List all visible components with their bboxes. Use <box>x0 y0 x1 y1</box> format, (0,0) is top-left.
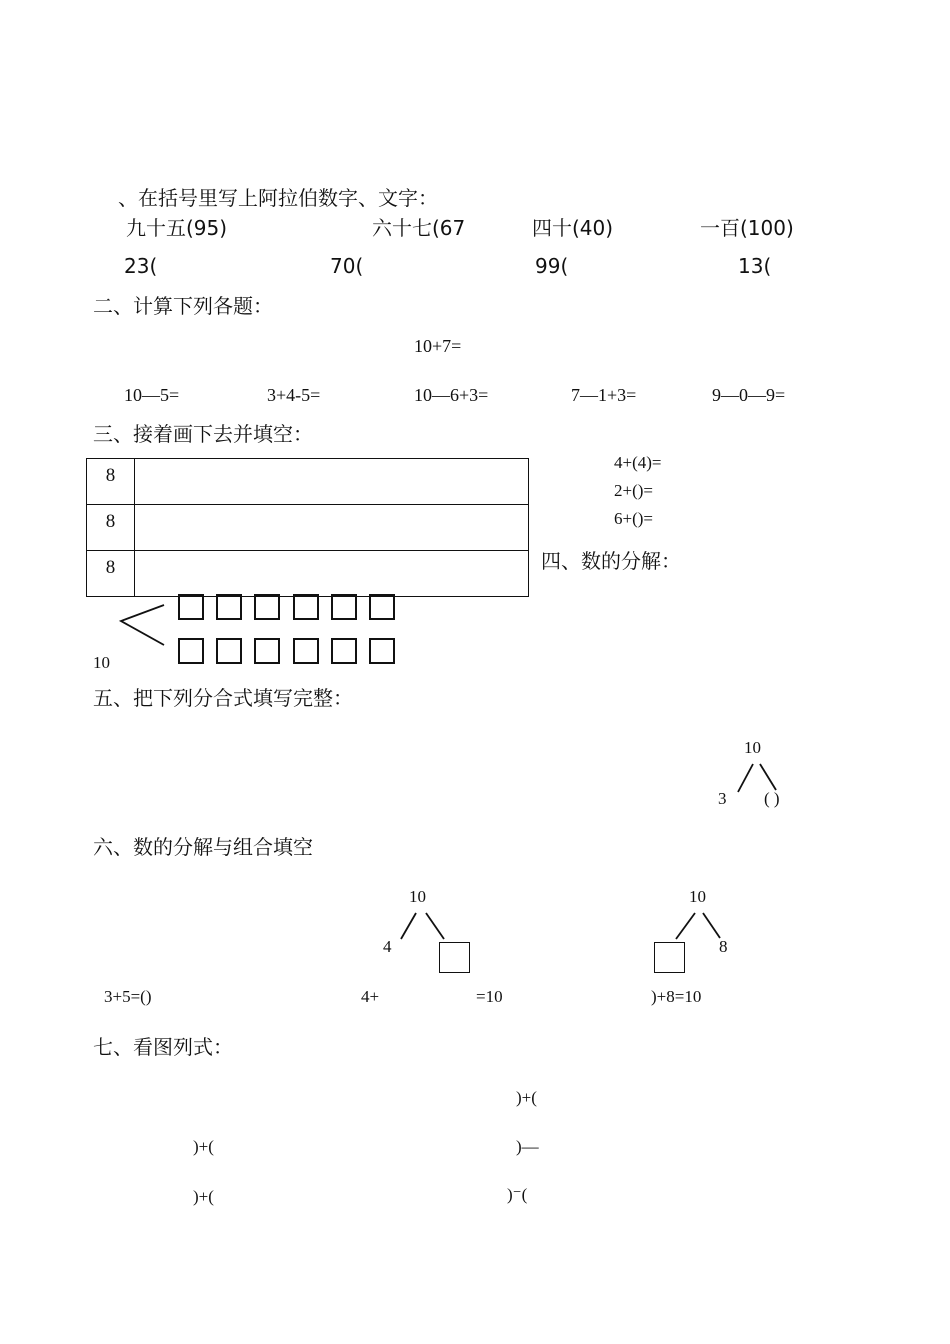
picture-equation-2: )+( <box>193 1137 214 1156</box>
answer-8: 13( <box>738 254 772 278</box>
side-equation-2: 2+()= <box>614 481 653 500</box>
picture-equation-5: )⁻( <box>507 1185 528 1204</box>
section1-heading: 、在括号里写上阿拉伯数字、文字： <box>118 186 438 210</box>
equation-5: 9—0—9= <box>712 385 786 405</box>
answer-7: 99( <box>535 254 569 278</box>
section6-heading: 六、数的分解与组合填空 <box>93 835 313 859</box>
tree1-left-line <box>401 913 416 939</box>
equation-b-right: =10 <box>476 987 503 1006</box>
answer-4: 一百(100) <box>700 216 794 240</box>
tree-left-number: 3 <box>718 789 727 808</box>
section4-heading: 四、数的分解： <box>541 549 681 573</box>
picture-equation-3: )— <box>516 1137 539 1156</box>
row-number: 8 <box>87 505 135 551</box>
equation-1: 10—5= <box>124 385 180 405</box>
tree-right-blank[interactable]: ( ) <box>764 789 780 808</box>
section7-heading: 七、看图列式： <box>93 1035 233 1059</box>
tree2-right-number: 8 <box>719 937 728 956</box>
equation-4: 7—1+3= <box>571 385 637 405</box>
answer-5: 23( <box>124 254 158 278</box>
tree2-right-line <box>703 913 720 938</box>
side-equation-1: 4+(4)= <box>614 453 662 472</box>
section5-heading: 五、把下列分合式填写完整： <box>93 686 353 710</box>
equation-a: 3+5=() <box>104 987 152 1006</box>
tree1-left-number: 4 <box>383 937 392 956</box>
side-equation-3: 6+()= <box>614 509 653 528</box>
answer-1: 九十五(95) <box>126 216 228 240</box>
tree1-top-number: 10 <box>409 887 426 906</box>
equation-c: )+8=10 <box>651 987 702 1006</box>
answer-2: 六十七(67 <box>372 216 466 240</box>
decompose-branch-lines <box>121 605 164 645</box>
equation-b-left: 4+ <box>361 987 380 1006</box>
tree-top-number: 10 <box>744 738 761 757</box>
tree5-right-line <box>760 764 776 790</box>
tree2-top-number: 10 <box>689 887 706 906</box>
answer-6: 70( <box>330 254 364 278</box>
equation-center: 10+7= <box>414 336 462 356</box>
row-number: 8 <box>87 551 135 597</box>
equation-2: 3+4-5= <box>267 385 321 405</box>
tree2-left-line <box>676 913 695 939</box>
section2-heading: 二、计算下列各题： <box>93 294 273 318</box>
row-number: 8 <box>87 459 135 505</box>
picture-equation-1: )+( <box>516 1088 537 1107</box>
decompose-number: 10 <box>93 653 110 672</box>
section3-heading: 三、接着画下去并填空： <box>93 422 313 446</box>
equation-3: 10—6+3= <box>414 385 489 405</box>
answer-3: 四十(40) <box>532 216 614 240</box>
tree1-right-line <box>426 913 444 939</box>
tree5-left-line <box>738 764 753 792</box>
picture-equation-4: )+( <box>193 1187 214 1206</box>
